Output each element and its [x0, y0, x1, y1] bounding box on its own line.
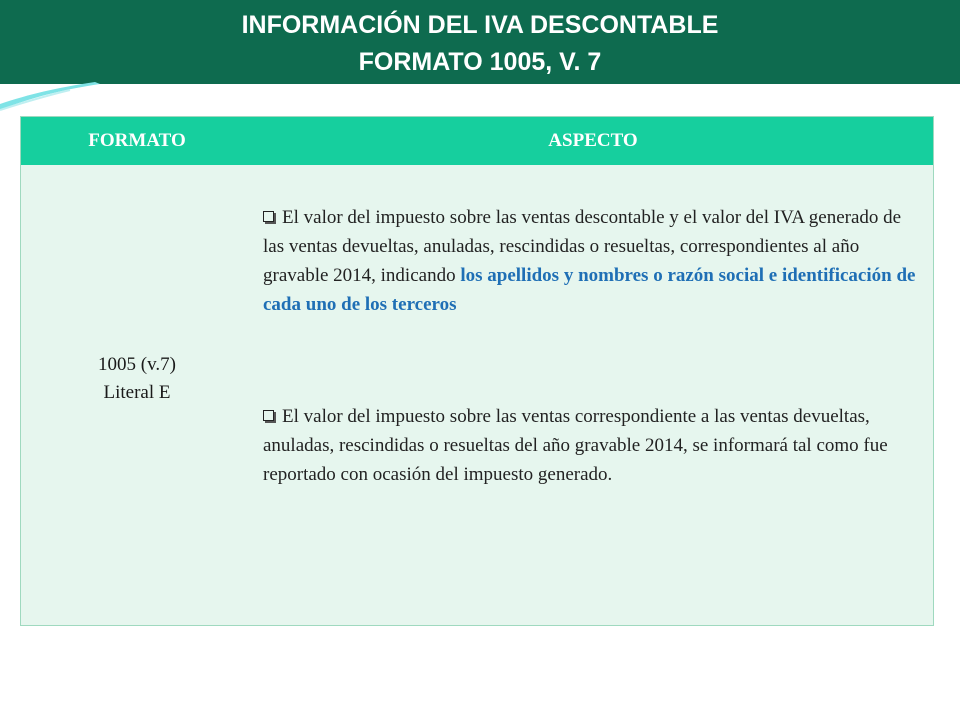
info-table — [20, 116, 934, 626]
decorative-swoosh-icon — [0, 80, 120, 120]
column-header-formato: FORMATO — [88, 130, 186, 151]
page-subtitle: FORMATO 1005, V. 7 — [358, 48, 602, 76]
title-bar — [0, 0, 960, 84]
table-header — [21, 117, 933, 165]
column-header-aspecto: ASPECTO — [548, 130, 638, 151]
formato-cell — [21, 351, 253, 407]
formato-literal: Literal E — [103, 382, 171, 403]
aspecto-item-1-highlight: los apellidos y nombres o razón social e identificación de cada uno de los terceros — [263, 265, 916, 315]
aspecto-item-1 — [263, 203, 923, 319]
page-title: INFORMACIÓN DEL IVA DESCONTABLE — [241, 11, 719, 39]
aspecto-item-2 — [263, 402, 923, 489]
checkbox-bullet-icon — [263, 410, 274, 421]
aspecto-item-2-text: El valor del impuesto sobre las ventas correspondiente a las ventas devueltas, anuladas, rescindidas o resueltas del año gravable 2014, se informará tal como fue reportado con ocasión del impuesto generado. — [263, 406, 888, 485]
formato-code: 1005 (v.7) — [98, 354, 176, 375]
aspecto-item-1-text: El valor del impuesto sobre las ventas descontable y el valor del IVA generado de las ventas devueltas, anuladas, rescindidas o resueltas, correspondientes al año gravable 2014, indicando — [263, 207, 902, 286]
checkbox-bullet-icon — [263, 211, 274, 222]
